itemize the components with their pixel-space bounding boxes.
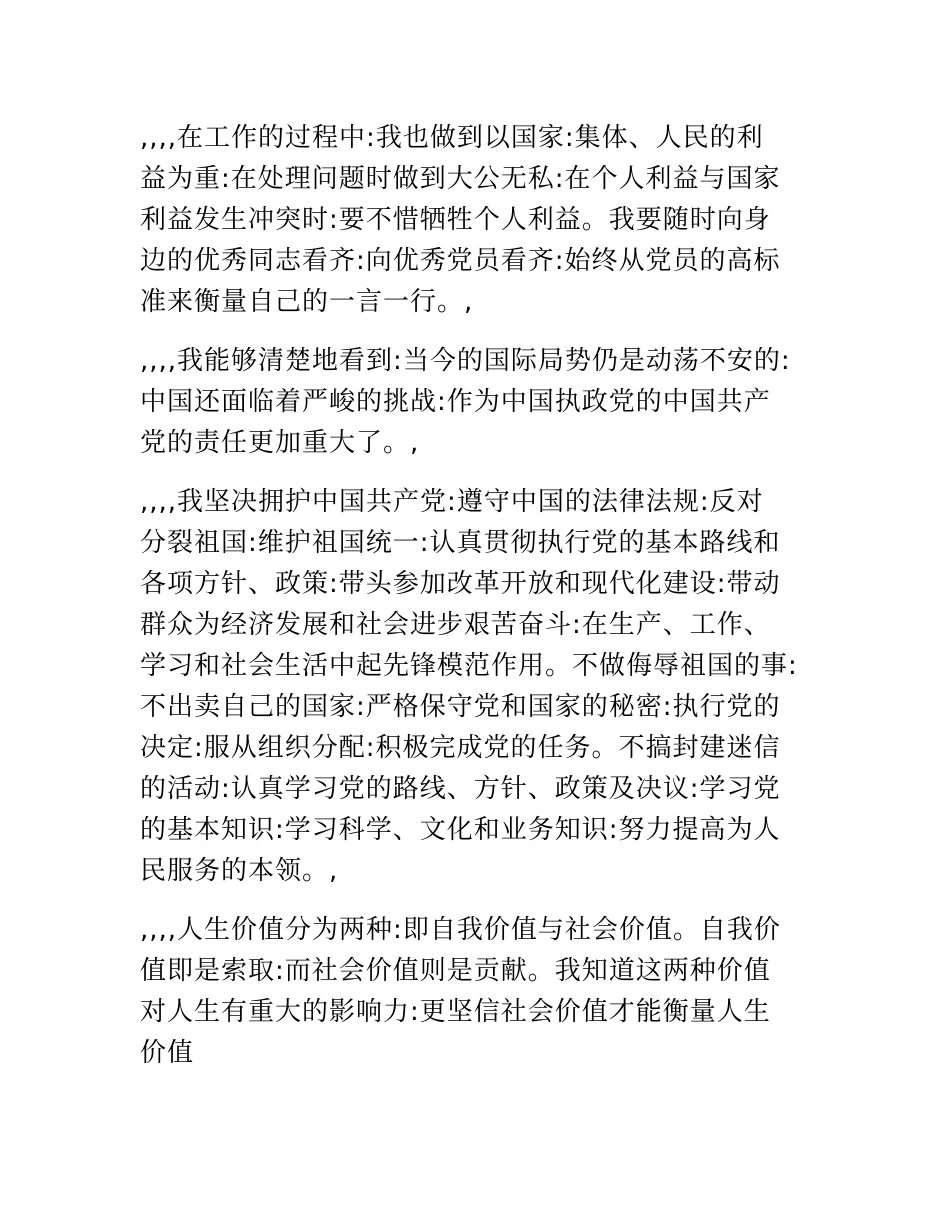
text-line: 的活动:认真学习党的路线、方针、政策及决议:学习党 [140, 774, 781, 804]
document-body [140, 118, 830, 1092]
text-line: ,,,,在工作的过程中:我也做到以国家:集体、人民的利 [140, 123, 764, 153]
paragraph-1 [140, 118, 830, 323]
text-line: 的基本知识:学习科学、文化和业务知识:努力提高为人 [140, 815, 781, 845]
text-line: 党的责任更加重大了。, [140, 428, 420, 458]
paragraph-3 [140, 482, 830, 892]
text-line: 价值 [140, 1038, 195, 1068]
text-line: 边的优秀同志看齐:向优秀党员看齐:始终从党员的高标 [140, 246, 781, 276]
text-line: 分裂祖国:维护祖国统一:认真贯彻执行党的基本路线和 [140, 528, 781, 558]
text-line: 准来衡量自己的一言一行。, [140, 287, 474, 317]
text-line: 中国还面临着严峻的挑战:作为中国执政党的中国共产 [140, 387, 771, 417]
text-line: ,,,,人生价值分为两种:即自我价值与社会价值。自我价 [140, 915, 781, 945]
text-line: ,,,,我坚决拥护中国共产党:遵守中国的法律法规:反对 [140, 487, 764, 517]
text-line: 对人生有重大的影响力:更坚信社会价值才能衡量人生 [140, 997, 771, 1027]
text-line: 各项方针、政策:带头参加改革开放和现代化建设:带动 [140, 569, 781, 599]
text-line: 利益发生冲突时:要不惜牺牲个人利益。我要随时向身 [140, 205, 771, 235]
text-line: 学习和社会生活中起先锋模范作用。不做侮辱祖国的事: [140, 651, 798, 681]
text-line: 值即是索取:而社会价值则是贡献。我知道这两种价值 [140, 956, 771, 986]
text-line: 益为重:在处理问题时做到大公无私:在个人利益与国家 [140, 164, 781, 194]
text-line: 决定:服从组织分配:积极完成党的任务。不搞封建迷信 [140, 733, 781, 763]
text-line: 民服务的本领。, [140, 856, 339, 886]
text-line: 群众为经济发展和社会进步艰苦奋斗:在生产、工作、 [140, 610, 771, 640]
paragraph-4 [140, 910, 830, 1074]
text-line: 不出卖自己的国家:严格保守党和国家的秘密:执行党的 [140, 692, 781, 722]
paragraph-2 [140, 341, 830, 464]
text-line: ,,,,我能够清楚地看到:当今的国际局势仍是动荡不安的: [140, 346, 791, 376]
